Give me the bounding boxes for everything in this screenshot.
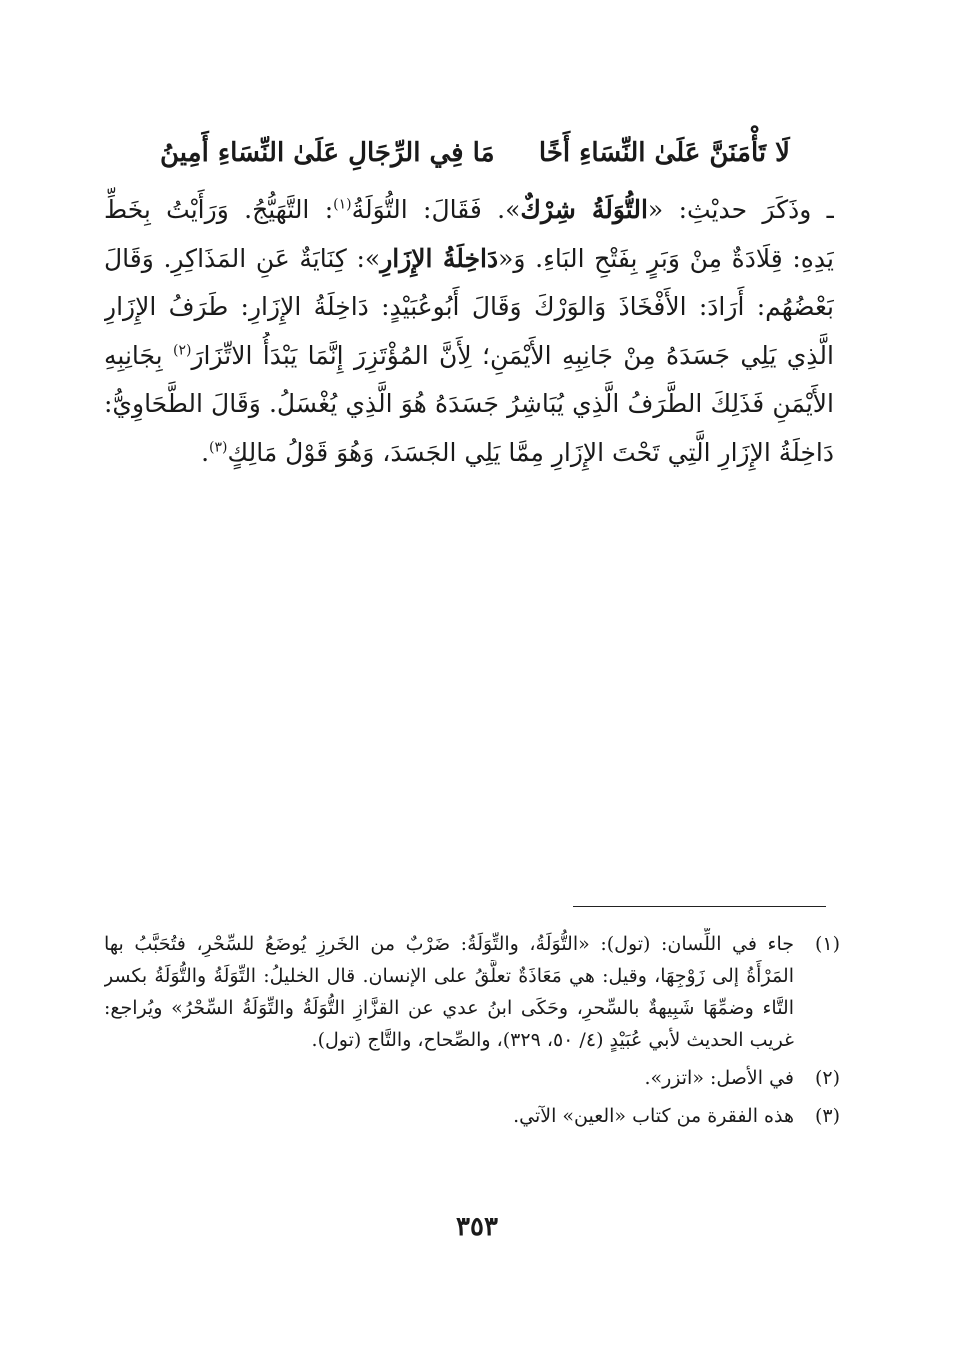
text-line-4: الَّذِي يَلِي جَسَدَهُ مِنْ جَانِبِهِ الأَيْمَنِ؛ لِأَنَّ المُؤْتَزِرَ إِنَّمَا يَبْدَأُ الاتِّزَارَ$^{(٢)}$ بِجَانِبِهِ [104,340,834,370]
footnote-number: (١) [814,933,840,955]
footnote-line: جاء في اللِّسان: (تول): «التُّوَلَةُ، والتِّوَلَةُ: ضَرْبٌ من الخَرزِ يُوضَعُ للسِّحْرِ، فتُحَبَّبُ بها [104,933,794,955]
text-line-1: ـ وذَكَرَ حديْثِ: «التُّوَلَةُ شِرْكٌ». فَقَالَ: التُّوَلَةُ$^{(١)}$: التَّهَيُّجُ. وَرَأَيْتُ بِخَطِّ [104,195,834,224]
text-line-3: بَعْضُهُم: أَرَادَ: الأَفْخَاذَ وَالوَرْكَ وَقَالَ أَبُوعُبَيْدٍ: دَاخِلَةُ الإِزَارِ: طَرَفُ الإِزَارِ [104,292,834,322]
footnote-3 [104,1100,840,1132]
main-text [104,186,834,478]
footnote-divider [573,906,826,907]
footnote-ref-2[interactable]: (٢) [172,342,192,359]
footnote-2 [104,1062,840,1094]
bold-term: التُّوَلَةُ شِرْكٌ [520,195,648,224]
footnote-number: (٢) [814,1067,840,1089]
text-line-2: يَدِهِ: قِلَادَةٌ مِنْ وَبَرٍ بِفَتْحِ البَاءِ. وَ«دَاخِلَةُ الإِزَارِ»: كِنَايَةٌ عَنِ المَذَاكِرِ. وَقَالَ [104,243,834,273]
poetry-verse [150,138,790,178]
footnote-number: (٣) [814,1105,840,1127]
page-number: ٣٥٣ [456,1212,498,1242]
footnotes-section [104,928,840,1138]
footnote-ref-1[interactable]: (١) [333,196,352,213]
footnote-ref-3[interactable]: (٣) [209,439,228,456]
footnote-line: في الأصل: «اتزر». [644,1067,794,1089]
verse-first-hemistich: لَا تَأْمَنَنَّ عَلَىٰ النِّسَاءِ أَخًا [538,138,790,168]
text-line-6: دَاخِلَةُ الإِزَارِ الَّتِي تَحْتَ الإِزَارِ مِمَّا يَلِي الجَسَدَ، وَهُوَ قَوْلُ مَالِكٍ$^{(٣)}$. [201,437,834,467]
text-line-5: الأَيْمَنِ فَذَلِكَ الطَّرَفُ الَّذِي يُبَاشِرُ جَسَدَهُ هُوَ الَّذِي يُغْسَلُ. وَقَالَ الطَّحَاوِيُّ: [104,389,834,419]
footnote-line: التَّاء وضمِّهَا شَبِيهةٌ بالسِّحرِ، وحَكَى ابنُ عدي عن القزَّازِ التُّوَلَةُ والتِّوَلَةُ السِّحْرُ» ويُراجع: [104,997,794,1019]
footnote-1 [104,928,840,1056]
footnote-line: غريب الحديث لأبي عُبَيْدٍ (٤/ ٥٠، ٣٢٩)، والصِّحاح، والتَّاج (تول). [311,1029,794,1051]
footnote-line: المَرْأَةُ إلى زَوْجِهَا، وقيل: هي مَعَاذَةٌ تعلَّقُ على الإنسان. قال الخليلُ: التِّوَلَةُ والتُّوَلَةُ بكسر [104,965,794,987]
verse-second-hemistich: مَا فِي الرِّجَالِ عَلَىٰ النِّسَاءِ أَمِينُ [160,138,495,168]
footnote-line: هذه الفقرة من كتاب «العين» الآتي. [513,1105,794,1127]
bold-term: دَاخِلَةُ الإِزَارِ [380,243,499,273]
